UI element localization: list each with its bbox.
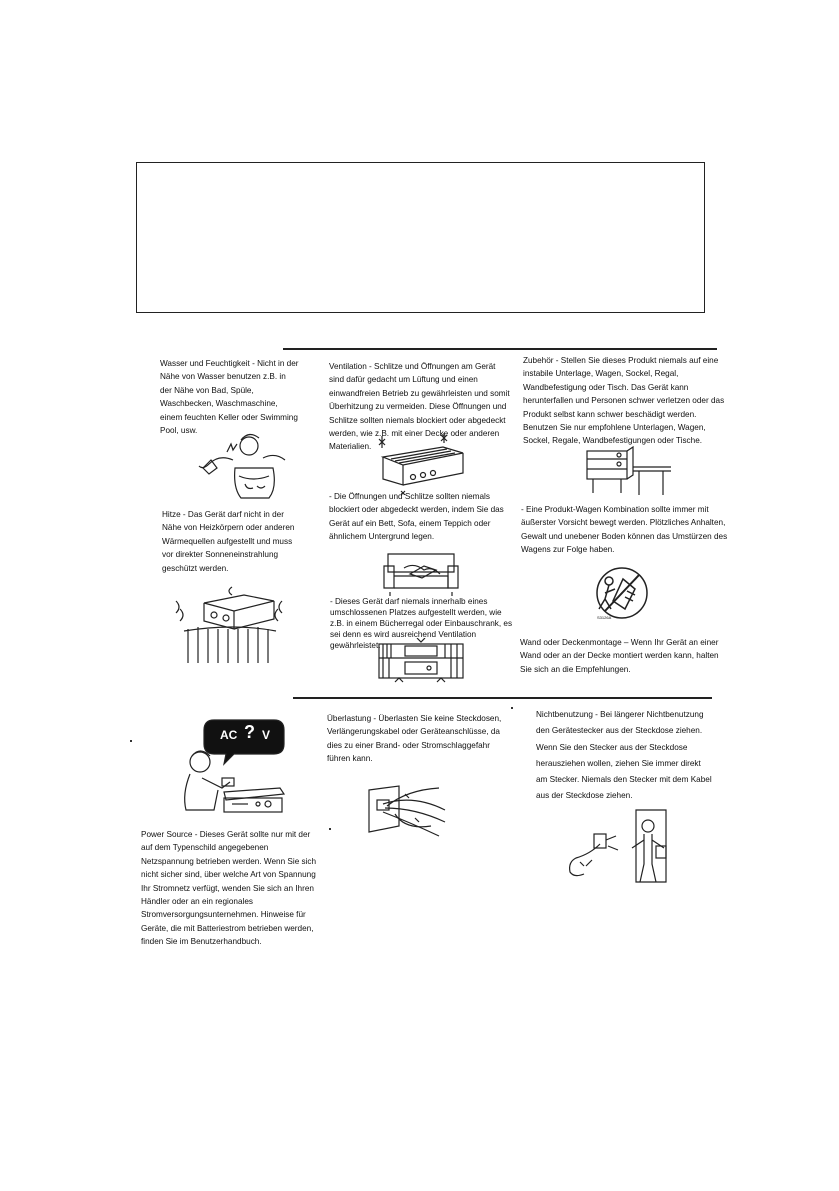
section-rule-middle [293,697,712,699]
bubble-ac-label: AC [220,728,238,742]
nonuse-text: Nichtbenutzung - Bei längerer Nichtbenutzung den Gerätestecker aus der Steckdose ziehen. Wenn Sie den Stecker aus der Steckdose herausziehen wollen, ziehen Sie immer direkt am Stecker. Niemals den Stecker mit dem Kabel aus der Steckdose ziehen. [536,710,712,801]
enclosed-text: - Dieses Gerät darf niemals innerhalb eines umschlossenen Platzes aufgestellt werden, wie z.B. in einem Bücherregal oder Einbauschrank, es sei denn es wird ausreichend Ventilation gewährleistet. [330,597,513,650]
bubble-question-label: ? [244,722,255,742]
bubble-v-label: V [262,728,271,742]
unstable-table-illustration [583,443,673,498]
heater-illustration [174,583,287,667]
water-hazard-illustration [193,428,291,500]
cart-symbol-code: S3126A [597,615,612,620]
accessories-text: Zubehör - Stellen Sie dieses Produkt niemals auf eine instabile Unterlage, Wagen, Sockel, Regal, Wandbefestigung oder Tisch. Das Gerät kann herunterfallen und Personen schwer verletzen oder das Produkt selbst kann schwer beschädigt werden. Benutzen Sie nur empfohlene Unterlagen, Wagen, Sockel, Regale, Wandbefestigungen oder Tische. [523,356,725,446]
overloaded-socket-illustration [365,784,449,838]
cart-tipping-illustration [587,565,658,621]
water-text: Wasser und Feuchtigkeit - Nicht in der Nähe von Wasser benutzen z.B. in der Nähe von Bad, Spüle, Waschbecken, Waschmaschine, einem feuchten Keller oder Swimming Pool, usw. [160,359,299,436]
overload-text: Überlastung - Überlasten Sie keine Steckdosen, Verlängerungskabel oder Geräteanschlüsse, da dies zu einer Brand- oder Stromschlaggefahr führen kann. [327,714,502,764]
heat-text: Hitze - Das Gerät darf nicht in der Nähe von Heizkörpern oder anderen Wärmequellen aufgestellt und muss vor direkter Sonneneinstrahlung geschützt werden. [162,510,295,573]
bookshelf-illustration [377,638,465,685]
stray-dot [511,707,513,709]
cart-text: - Eine Produkt-Wagen Kombination sollte immer mit äußerster Vorsicht bewegt werden. Plötzliches Anhalten, Gewalt und unebener Boden können das Umstürzen des Wagens zur Folge haben. [521,505,728,555]
stray-dot [329,828,331,830]
sofa-illustration [380,546,462,596]
openings-text: - Die Öffnungen und Schlitze sollten niemals blockiert oder abgedeckt werden, indem Sie das Gerät auf ein Bett, Sofa, einem Teppich oder ähnlichem Untergrund legen. [329,492,504,542]
ventilation-blocked-illustration [371,433,469,495]
wall-text: Wand oder Deckenmontage – Wenn Ihr Gerät an einer Wand oder an der Decke montiert werden kann, halten Sie sich an die Empfehlungen. [520,638,719,674]
warning-frame [136,162,705,313]
stray-dot [130,740,132,742]
power-source-illustration [172,714,290,815]
power-source-text: Power Source - Dieses Gerät sollte nur mit der auf dem Typenschild angegebenen Netzspannung betrieben werden. Wenn Sie sich nicht sicher sind, über welche Art von Spannung Ihr Stromnetz verfügt, wenden Sie sich an Ihren Händler oder an ein regionales Stromversorgungsunternehmen. Hinweise für Geräte, die mit Batteriestrom betrieben werden, finden Sie im Benutzerhandbuch. [141,830,317,947]
section-rule-top [283,348,717,350]
unplug-illustration [566,806,670,886]
ventilation-text: Ventilation - Schlitze und Öffnungen am Gerät sind dafür gedacht um Lüftung und einen einwandfreien Betrieb zu gewährleisten und somit Überhitzung zu vermeiden. Diese Öffnungen und Schlitze sollten niemals blockiert oder abgedeckt werden, wie z.B. mit einer Decke oder anderen Materialien. [329,362,510,452]
